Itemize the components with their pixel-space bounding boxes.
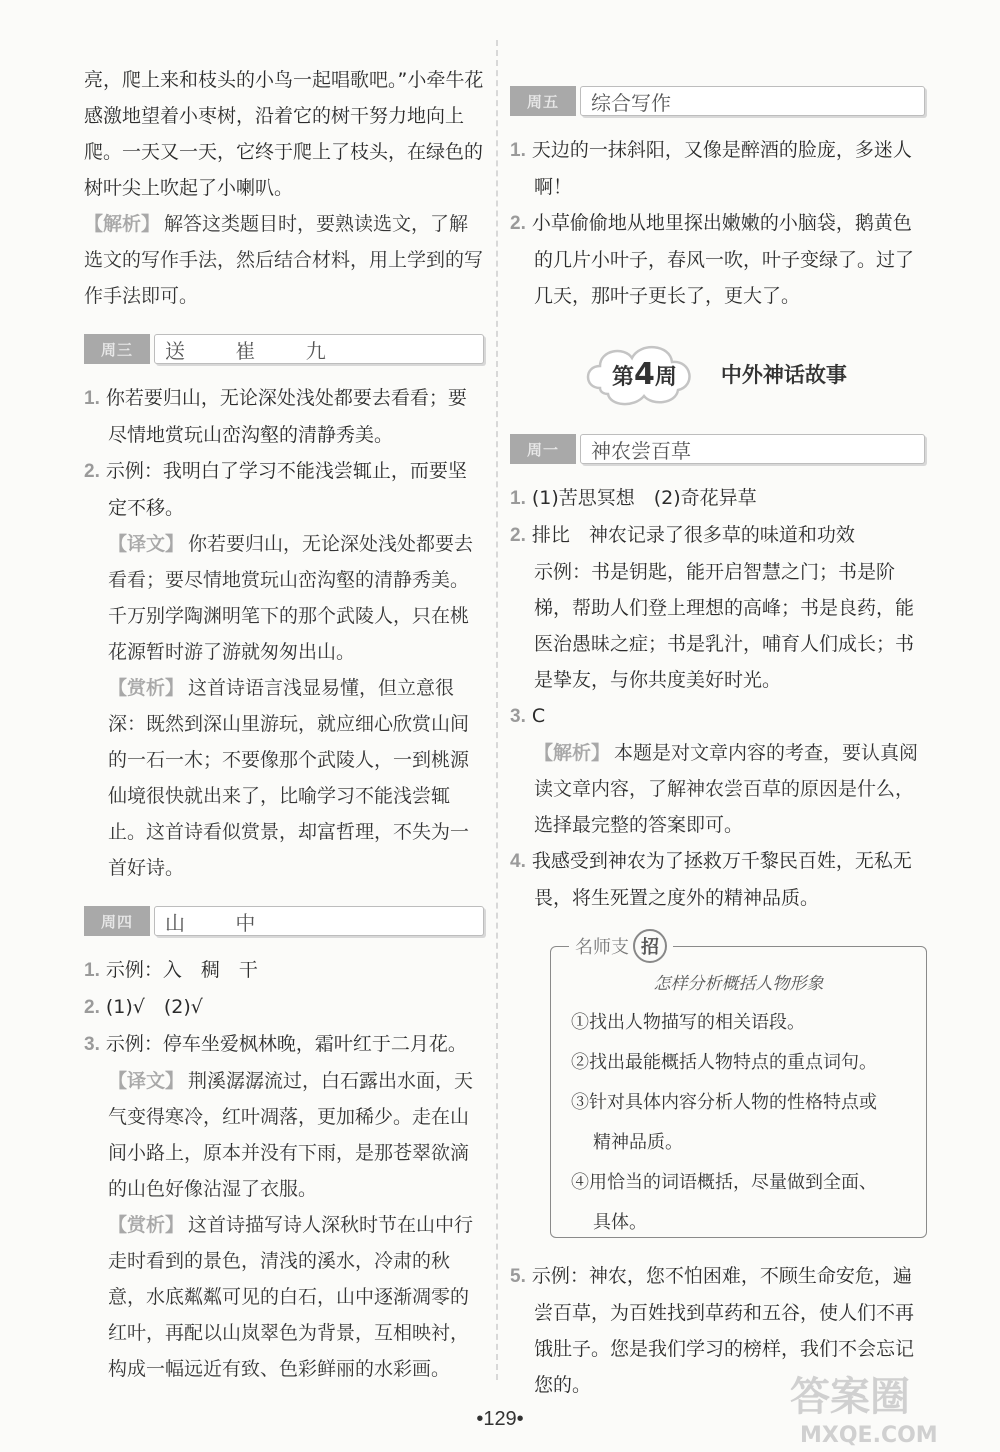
tip-badge-icon: 招 bbox=[633, 929, 667, 963]
answer-item: 2. 示例：我明白了学习不能浅尝辄止，而要坚定不移。 bbox=[84, 460, 467, 519]
section-label: 周一 bbox=[510, 434, 576, 464]
watermark-logo bbox=[750, 1362, 1000, 1452]
answer-item: 5. 示例：神农，您不怕困难，不顾生命安危，遍尝百草，为百姓找到草药和五谷，使人们不再饿肚子。您是我们学习的榜样，我们不会忘记您的。 bbox=[510, 1265, 915, 1396]
answer-item: 1. 天边的一抹斜阳，又像是醉酒的脸庞，多迷人啊！ bbox=[510, 139, 912, 198]
answer-item: 2. (1)√ (2)√ bbox=[84, 996, 203, 1018]
answer-item: 3. C bbox=[510, 705, 546, 727]
section-header-thu bbox=[84, 904, 484, 938]
section-title: 神农尝百草 bbox=[580, 434, 925, 464]
answer-item: 3. 示例：停车坐爱枫林晚，霜叶红于二月花。 bbox=[84, 1033, 467, 1055]
intro-analysis: 【解析】 解答这类题目时，要熟读选文，了解选文的写作手法，然后结合材料，用上学到的写作手法即可。 bbox=[84, 213, 484, 307]
answer-item: 1. (1)苦思冥想 (2)奇花异草 bbox=[510, 487, 757, 509]
answer-item: 1. 示例：入 稠 干 bbox=[84, 959, 258, 981]
tip-item: ④用恰当的词语概括，尽量做到全面、 bbox=[571, 1172, 877, 1193]
appreciation-note: 【赏析】 这首诗描写诗人深秋时节在山中行走时看到的景色，清浅的溪水，冷肃的秋意，水底粼粼可见的白石，山中逐渐凋零的红叶，再配以山岚翠色为背景，互相映衬，构成一幅远近有致、色彩鲜丽的水彩画。 bbox=[108, 1214, 474, 1380]
tip-title: 怎样分析概括人物形象 bbox=[653, 974, 824, 994]
week-subtitle: 中外神话故事 bbox=[720, 363, 847, 387]
section-title: 山 中 bbox=[154, 906, 484, 936]
left-column bbox=[84, 62, 484, 1387]
answer-example: 示例：书是钥匙，能开启智慧之门；书是阶梯，帮助人们登上理想的高峰；书是良药，能医治愚昧之症；书是乳汁，哺育人们成长；书是挚友，与你共度美好时光。 bbox=[534, 561, 915, 691]
section-label: 周四 bbox=[84, 906, 150, 936]
tip-item: 具体。 bbox=[593, 1212, 647, 1233]
week-banner bbox=[510, 334, 925, 414]
tip-item: ①找出人物描写的相关语段。 bbox=[571, 1012, 805, 1033]
watermark-text: 答案圈 bbox=[790, 1374, 910, 1420]
tip-item: ②找出最能概括人物特点的重点词句。 bbox=[571, 1052, 877, 1073]
appreciation-note: 【赏析】 这首诗语言浅显易懂，但立意很深：既然到深山里游玩，就应细心欣赏山间的一石一木；不要像那个武陵人，一到桃源仙境很快就出来了，比喻学习不能浅尝辄止。这首诗看似赏景，却富哲理，不失为一首好诗。 bbox=[108, 677, 470, 879]
section-label: 周三 bbox=[84, 334, 150, 364]
column-divider bbox=[496, 40, 498, 1380]
teacher-tip-box bbox=[550, 937, 927, 1238]
translation-note: 【译文】 你若要归山，无论深处浅处都要去看看；要尽情地赏玩山峦沟壑的清静秀美。千万别学陶渊明笔下的那个武陵人，只在桃花源暂时游了游就匆匆出山。 bbox=[108, 533, 474, 663]
page-number: •129• bbox=[476, 1408, 524, 1430]
answer-item: 1. 你若要归山，无论深处浅处都要去看看；要尽情地赏玩山峦沟壑的清静秀美。 bbox=[84, 387, 467, 446]
section-header-wed bbox=[84, 332, 484, 366]
right-column bbox=[510, 44, 925, 1403]
answer-item: 2. 排比 神农记录了很多草的味道和功效 bbox=[510, 524, 855, 546]
tip-item: ③针对具体内容分析人物的性格特点或 bbox=[571, 1092, 877, 1113]
analysis-note: 【解析】 本题是对文章内容的考查，要认真阅读文章内容，了解神农尝百草的原因是什么，选择最完整的答案即可。 bbox=[534, 742, 919, 836]
section-label: 周五 bbox=[510, 86, 576, 116]
watermark-url: MXQE.COM bbox=[800, 1423, 938, 1448]
translation-note: 【译文】 荆溪潺潺流过，白石露出水面，天气变得寒冷，红叶凋落，更加稀少。走在山间小路上，原本并没有下雨，是那苍翠欲滴的山色好像沾湿了衣服。 bbox=[108, 1070, 474, 1200]
tip-heading: 名师支 招 bbox=[569, 929, 673, 963]
section-header-fri bbox=[510, 84, 925, 118]
week-title: 第4周 bbox=[612, 356, 677, 392]
answer-item: 4. 我感受到神农为了拯救万千黎民百姓，无私无畏，将生死置之度外的精神品质。 bbox=[510, 850, 912, 909]
tip-item: 精神品质。 bbox=[593, 1132, 683, 1153]
section-title: 送 崔 九 bbox=[154, 334, 484, 364]
answer-item: 2. 小草偷偷地从地里探出嫩嫩的小脑袋，鹅黄色的几片小叶子，春风一吹，叶子变绿了。过了几天，那叶子更长了，更大了。 bbox=[510, 212, 915, 307]
intro-paragraph: 亮，爬上来和枝头的小鸟一起唱歌吧。”小牵牛花感激地望着小枣树，沿着它的树干努力地向上爬。一天又一天，它终于爬上了枝头，在绿色的树叶尖上吹起了小喇叭。 bbox=[84, 69, 484, 199]
tip-list bbox=[571, 1003, 910, 1243]
section-title: 综合写作 bbox=[580, 86, 925, 116]
section-header-mon bbox=[510, 432, 925, 466]
